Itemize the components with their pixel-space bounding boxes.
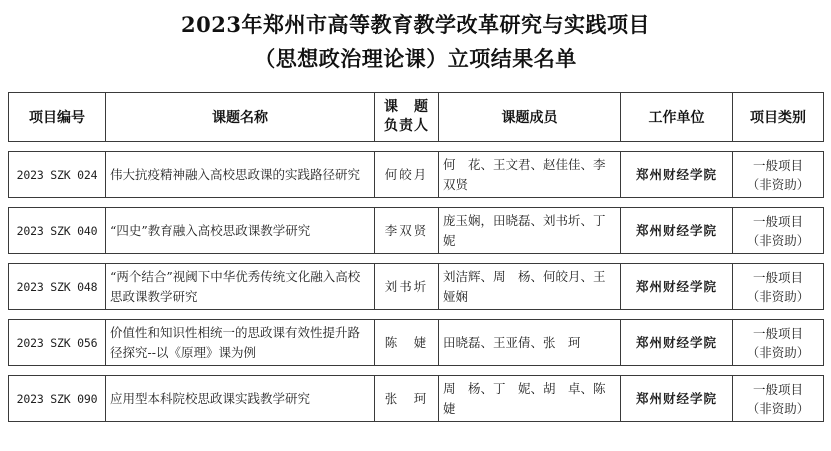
title-line-1: 2023年郑州市高等教育教学改革研究与实践项目 xyxy=(181,12,650,37)
table-row xyxy=(9,152,824,198)
project-members: 刘洁辉、周 杨、何皎月、王娅娴 xyxy=(439,264,621,310)
row-separator xyxy=(9,366,824,376)
project-leader: 李双贤 xyxy=(375,208,439,254)
header-unit: 工作单位 xyxy=(621,93,733,142)
category-type: 一般项目 xyxy=(752,213,803,229)
project-code: 2023 SZK 056 xyxy=(9,320,106,366)
work-unit: 郑州财经学院 xyxy=(621,208,733,254)
header-project-code: 项目编号 xyxy=(9,93,106,142)
project-category xyxy=(733,208,824,254)
work-unit: 郑州财经学院 xyxy=(621,264,733,310)
project-code: 2023 SZK 024 xyxy=(9,152,106,198)
category-type: 一般项目 xyxy=(752,381,803,397)
project-leader: 何皎月 xyxy=(375,152,439,198)
category-type: 一般项目 xyxy=(752,157,803,173)
row-separator xyxy=(9,198,824,208)
header-leader-line2: 负责人 xyxy=(384,118,429,134)
topic-name: 价值性和知识性相统一的思政课有效性提升路径探究--以《原理》课为例 xyxy=(106,320,375,366)
row-separator xyxy=(9,310,824,320)
table-row xyxy=(9,320,824,366)
category-funding: （非资助） xyxy=(746,176,810,192)
project-leader: 张 珂 xyxy=(375,376,439,422)
category-type: 一般项目 xyxy=(752,269,803,285)
work-unit: 郑州财经学院 xyxy=(621,376,733,422)
row-separator xyxy=(9,254,824,264)
work-unit: 郑州财经学院 xyxy=(621,152,733,198)
topic-name: 应用型本科院校思政课实践教学研究 xyxy=(106,376,375,422)
category-funding: （非资助） xyxy=(746,344,810,360)
header-leader xyxy=(375,93,439,142)
category-funding: （非资助） xyxy=(746,288,810,304)
project-category xyxy=(733,376,824,422)
document-title xyxy=(0,8,831,76)
project-members: 周 杨、丁 妮、胡 卓、陈 婕 xyxy=(439,376,621,422)
work-unit: 郑州财经学院 xyxy=(621,320,733,366)
project-members: 何 花、王文君、赵佳佳、李双贤 xyxy=(439,152,621,198)
table-row xyxy=(9,376,824,422)
topic-name: “四史”教育融入高校思政课教学研究 xyxy=(106,208,375,254)
project-results-table xyxy=(8,92,824,422)
category-type: 一般项目 xyxy=(752,325,803,341)
header-members: 课题成员 xyxy=(439,93,621,142)
project-category xyxy=(733,264,824,310)
project-code: 2023 SZK 048 xyxy=(9,264,106,310)
header-category: 项目类别 xyxy=(733,93,824,142)
title-line-2: （思想政治理论课）立项结果名单 xyxy=(254,46,577,71)
row-separator xyxy=(9,142,824,152)
category-funding: （非资助） xyxy=(746,232,810,248)
table-row xyxy=(9,264,824,310)
header-topic-name: 课题名称 xyxy=(106,93,375,142)
project-members: 田晓磊、王亚倩、张 珂 xyxy=(439,320,621,366)
header-leader-line1: 课 题 xyxy=(384,99,429,115)
project-leader: 陈 婕 xyxy=(375,320,439,366)
project-category xyxy=(733,152,824,198)
table-header-row xyxy=(9,93,824,142)
project-members: 庞玉娴，田晓磊、刘书圻、丁 妮 xyxy=(439,208,621,254)
project-code: 2023 SZK 090 xyxy=(9,376,106,422)
category-funding: （非资助） xyxy=(746,400,810,416)
project-category xyxy=(733,320,824,366)
project-leader: 刘书圻 xyxy=(375,264,439,310)
topic-name: 伟大抗疫精神融入高校思政课的实践路径研究 xyxy=(106,152,375,198)
project-code: 2023 SZK 040 xyxy=(9,208,106,254)
table-row xyxy=(9,208,824,254)
topic-name: “两个结合”视阈下中华优秀传统文化融入高校思政课教学研究 xyxy=(106,264,375,310)
